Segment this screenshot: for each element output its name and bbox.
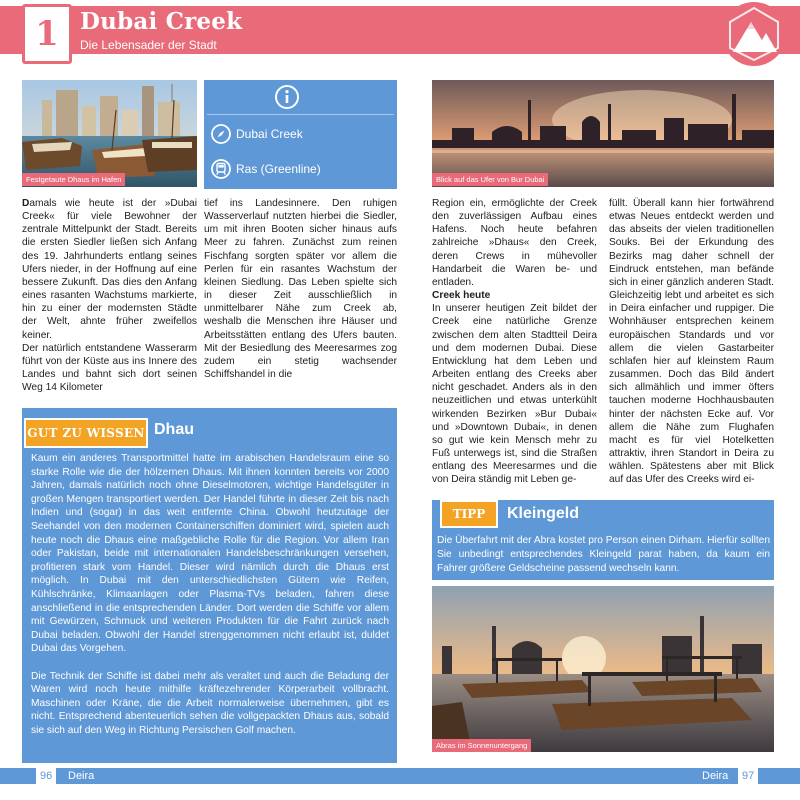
info-transit-row xyxy=(210,158,321,180)
left-section-label: Deira xyxy=(68,770,95,782)
info-location-label: Dubai Creek xyxy=(236,127,303,141)
article-column-4 xyxy=(609,197,774,486)
drop-cap: D xyxy=(22,198,30,209)
tipp-label: TIPP xyxy=(440,500,498,528)
info-divider xyxy=(207,114,394,115)
gut-zu-wissen-paragraph-1: Kaum ein anderes Transportmittel hatte im arabischen Handelsraum eine so starke Rolle wie die der hölzernen Dhaus. Mit ihnen konnten bereits vor 2000 Jahren, damals natürlich noch ohne Dieselmotoren, wichtige Handelsgüter in großen Mengen transportiert werden. Der Handel führte in dieser Zeit bis nach Indien und (sogar) in das weit entfernte China. Obwohl heutzutage der Seehandel von den modernen Containerschiffen dominiert wird, spielen auch heute noch die Dhaus eine maßgebliche Rolle für die Region. Vor allem Iran oder Pakistan, beide mit internationalen Handelsbeschränkungen versehen, profitieren stark vom Handel. Dieser wird nämlich durch die Dhaus erst möglich. In Dubai mit den unterschiedlichsten Gütern wie Reifen, Kühlschränke, Klimaanlagen oder Plasma-TVs beladen, fahren diese anschließend in die entsprechenden Länder. Dort werden die Schiffe vor allem mit Gewürzen, Schmuck und weiteren Produkten für die Fahrt zurück nach Dubai beladen. Obwohl der Handel strenggenommen nicht erlaubt ist, duldet Dubai das Vorgehen. xyxy=(31,453,389,655)
col3-paragraph-1: Region ein, ermöglichte der Creek den zuverlässigen Aufbau eines Hafens. Noch heute befahren zahlreiche »Dhaus« den Creek, deren Crews in mühevoller Handarbeit die Waren be- und entladen. xyxy=(432,198,597,288)
right-section-label: Deira xyxy=(702,770,729,782)
info-location-row xyxy=(210,123,303,145)
col1-paragraph-2: Der natürlich entstandene Wasserarm führt von der Küste aus ins Innere des Landes und bahnt sich dort seinen Weg 14 Kilometer xyxy=(22,342,197,394)
chapter-title: Dubai Creek xyxy=(80,8,243,35)
dhaus-photo-caption: Festgetaute Dhaus im Hafen xyxy=(22,173,125,186)
col4-paragraph-1: füllt. Überall kann hier fortwährend etwas Neues entdeckt werden und das abseits der vielen traditionellen Souks. Bei der Erkundung des Bezirks mag daher schnell der Eindruck entstehen, man befände sich in einer gänzlich anderen Stadt. Gleichzeitig lebt und arbeitet es sich in Deira einfacher und ruppiger. Die Wohnhäuser entsprechen keinem europäischen Standards und vor allem die vielen Gastarbeiter schlafen hier auf kleinstem Raum zusammen. Doch das Bild ändert sich allmählich und immer öfters tauchen moderne Hochhausbauten hinter der nächsten Ecke auf. Vor allem die Nähe zum Flughafen macht es für viel Hotelketten attraktiv, ihren Standort in Deira zu wählen. Spätestens aber mit Blick auf das Ufer des Creeks wird ei- xyxy=(609,198,774,486)
gut-zu-wissen-paragraph-2: Die Technik der Schiffe ist dabei mehr als veraltet und auch die Beladung der Waren wird noch heute mithilfe kräftezehrender Körperarbeit vollbracht. Maschinen oder Kräne, die die Arbeit normalerweise übernehmen, gibt es nicht. Entsprechend abenteuerlich sehen die vollgepackten Dhaus aus, sobald sie sich auf den Weg in Richtung Persischen Golf machen. xyxy=(31,670,389,736)
info-icon xyxy=(274,84,300,110)
gut-zu-wissen-label: GUT ZU WISSEN xyxy=(24,418,148,448)
tipp-text: Die Überfahrt mit der Abra kostet pro Person einen Dirham. Hierfür sollten Sie unbedingt entsprechendes Kleingeld parat haben, da kaum ein Fahrer größere Geldscheine passend wechseln kann. xyxy=(437,535,770,574)
dhaus-harbour-photo xyxy=(22,80,197,187)
article-column-1 xyxy=(22,197,197,394)
compass-icon xyxy=(210,123,232,145)
chapter-subtitle: Die Lebensader der Stadt xyxy=(80,38,217,52)
abras-sunset-photo xyxy=(432,586,774,752)
sunset-photo-caption: Abras im Sonnenuntergang xyxy=(432,739,531,752)
bur-dubai-skyline-photo xyxy=(432,80,774,187)
right-page-number: 97 xyxy=(738,768,758,784)
tipp-title: Kleingeld xyxy=(507,505,580,522)
gut-zu-wissen-title: Dhau xyxy=(154,421,194,438)
col3-paragraph-2: In unserer heutigen Zeit bildet der Creek eine natürliche Grenze zwischen dem alten Stadtteil Deira und dem modernen Dubai. Diese Entwicklung hat dem Leben und Arbeiten entlang des Creeks aber nicht geschadet. Anders als in den neuzeitlichen und etwas unterkühlt wirkenden Bezirken »Bur Dubai« und »Downtown Dubai«, in denen so gut wie kein Mensch mehr zu Fuß unterwegs ist, sind die Straßen entlang des Meeresarmes und die von Deira ständig mit Leben ge- xyxy=(432,303,597,486)
info-transit-label: Ras (Greenline) xyxy=(236,162,321,176)
col1-paragraph-1: amals wie heute ist der »Dubai Creek« für viele Bewohner der zentrale Mittelpunkt der Stadt. Bereits die ersten Siedler ließen sich Anfang des 19. Jahrhunderts entlang seines Ufers nieder, in der Hoffnung auf eine bessere Zukunft. Das dies den Anfang eines rasanten Wachstums markierte, hin zu einer der modernsten Städte der Welt, ahnte früher zweifellos keiner. xyxy=(22,198,197,341)
col2-paragraph-1: tief ins Landesinnere. Den ruhigen Wasserverlauf nutzten hierbei die Siedler, um mit ihren Booten sicher hinaus aufs Meer zu fahren. Zunächst zum reinen Fischfang sorgten später vor allem die Perlen für ein rasantes Wachstum der kleinen Siedlung. Das Leben spielte sich in dieser Zeit ausschließlich in unmittelbarer Nähe zum Creek ab, weshalb die Menschen ihre Häuser und Arbeitsstätten entlang des Ufers bauten. Mit der Besiedlung des Meeresarmes zog zudem ein stetig wachsender Schiffshandel in die xyxy=(204,198,397,381)
article-column-3 xyxy=(432,197,597,486)
train-icon xyxy=(210,158,232,180)
article-column-2 xyxy=(204,197,397,381)
creek-heute-heading: Creek heute xyxy=(432,290,491,302)
page-footer xyxy=(0,768,800,784)
chapter-number: 1 xyxy=(22,4,72,64)
bur-dubai-photo-caption: Blick auf das Ufer von Bur Dubai xyxy=(432,173,548,186)
mountain-logo-icon xyxy=(722,2,786,66)
gut-zu-wissen-text xyxy=(31,452,389,737)
left-page-number: 96 xyxy=(36,768,56,784)
